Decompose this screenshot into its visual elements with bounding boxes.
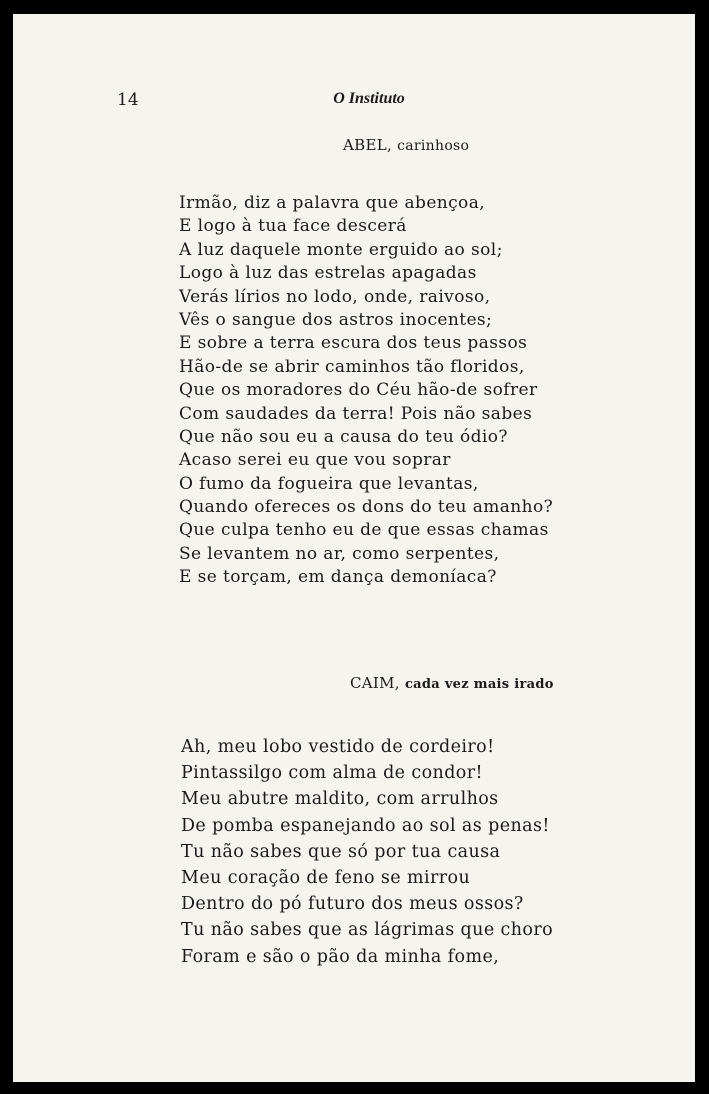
verse-line: A luz daquele monte erguido ao sol;	[179, 239, 503, 260]
running-title: O Instituto	[333, 90, 405, 107]
verse-line: Dentro do pó futuro dos meus ossos?	[181, 894, 524, 915]
verse-line: E se torçam, em dança demoníaca?	[179, 567, 497, 588]
verse-line: Pintassilgo com alma de condor!	[181, 763, 483, 784]
page-number: 14	[117, 90, 139, 110]
verse-line: Com saudades da terra! Pois não sabes	[179, 403, 533, 424]
speaker-heading-caim	[350, 674, 554, 692]
verse-line: Irmão, diz a palavra que abençoa,	[179, 193, 486, 213]
verse-line: Quando ofereces os dons do teu amanho?	[179, 497, 554, 518]
verse-line: E sobre a terra escura dos teus passos	[179, 333, 528, 354]
speaker-name: CAIM,	[350, 674, 400, 692]
verse-line: Se levantem no ar, como serpentes,	[179, 543, 500, 564]
verse-line: Tu não sabes que só por tua causa	[181, 841, 501, 862]
stage-direction: carinhoso	[397, 138, 470, 154]
verse-line: O fumo da fogueira que levantas,	[179, 473, 479, 494]
verse-line: Meu coração de feno se mirrou	[181, 867, 471, 888]
verse-line: Verás lírios no lodo, onde, raivoso,	[179, 286, 491, 307]
speaker-heading-abel	[343, 136, 469, 154]
speaker-name: ABEL,	[343, 136, 393, 154]
verse-line: Vês o sangue dos astros inocentes;	[179, 309, 493, 330]
verse-line: Acaso serei eu que vou soprar	[179, 450, 451, 471]
verse-line: Que os moradores do Céu hão-de sofrer	[179, 380, 538, 401]
verse-line: De pomba espanejando ao sol as penas!	[181, 815, 550, 836]
verse-line: Tu não sabes que as lágrimas que choro	[181, 920, 554, 941]
page-header	[13, 90, 695, 116]
verse-line: Foram e são o pão da minha fome,	[181, 946, 500, 967]
verse-line: Meu abutre maldito, com arrulhos	[181, 789, 499, 810]
verse-line: Logo à luz das estrelas apagadas	[179, 263, 477, 284]
verse-line: Hão-de se abrir caminhos tão floridos,	[179, 356, 525, 377]
verse-line: Que não sou eu a causa do teu ódio?	[179, 426, 508, 447]
verse-line: Que culpa tenho eu de que essas chamas	[179, 520, 549, 541]
verse-block-caim	[181, 734, 553, 970]
verse-line: Ah, meu lobo vestido de cordeiro!	[181, 737, 495, 757]
verse-line: E logo à tua face descerá	[179, 216, 407, 237]
verse-block-abel	[179, 192, 553, 590]
book-page	[13, 14, 695, 1082]
stage-direction: cada vez mais irado	[404, 677, 554, 692]
